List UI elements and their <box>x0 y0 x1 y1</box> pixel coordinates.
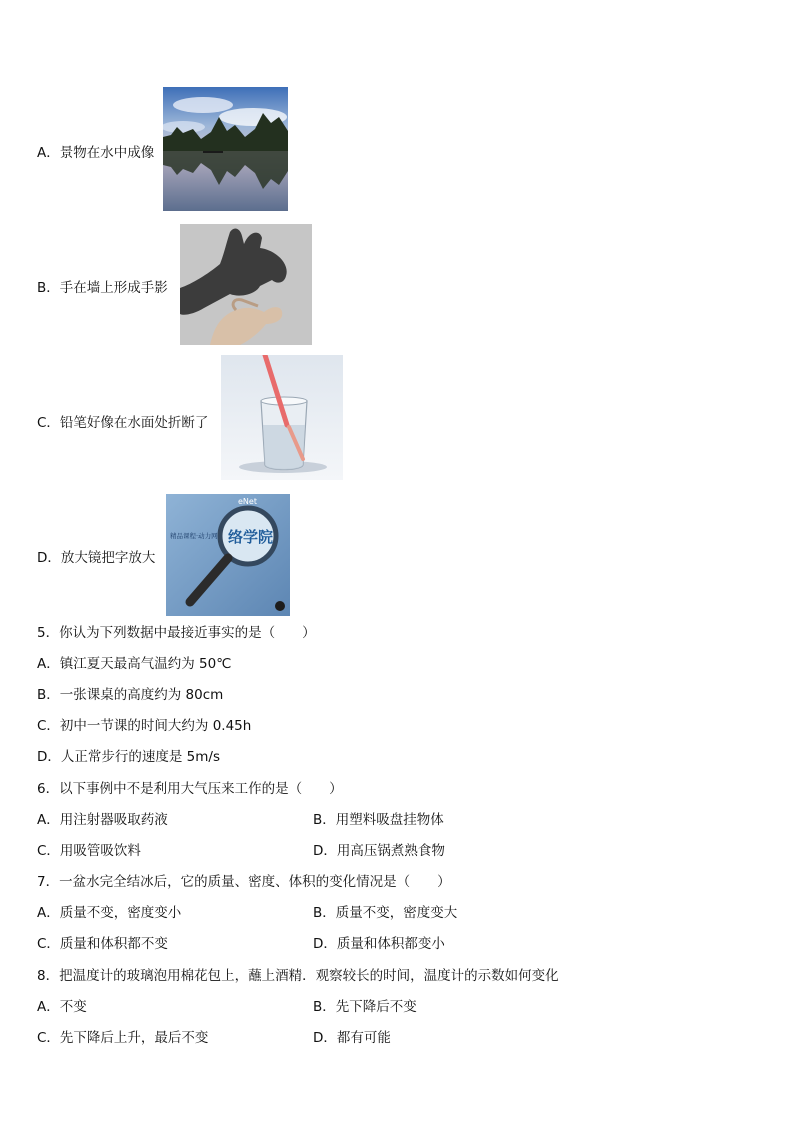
q7-stem: 7．一盆水完全结冰后，它的质量、密度、体积的变化情况是（ ） <box>37 874 451 890</box>
q5-stem: 5．你认为下列数据中最接近事实的是（ ） <box>37 625 316 641</box>
q6-option-c: C．用吸管吸饮料 <box>37 843 141 859</box>
q6-option-d: D．用高压锅煮熟食物 <box>313 843 445 859</box>
q5-option-d: D．人正常步行的速度是 5m/s <box>37 749 221 765</box>
q8-stem: 8．把温度计的玻璃泡用棉花包上，蘸上酒精．观察较长的时间，温度计的示数如何变化 <box>37 968 559 984</box>
q7-option-c: C．质量和体积都不变 <box>37 936 168 952</box>
q8-option-d: D．都有可能 <box>313 1030 391 1046</box>
q7-option-b: B．质量不变，密度变大 <box>313 905 458 921</box>
pencil-in-water-photo <box>221 355 343 480</box>
magnifier-lens-text: 络学院 <box>228 528 274 546</box>
q5-option-a: A．镇江夏天最高气温约为 50℃ <box>37 656 232 672</box>
q8-option-c: C．先下降后上升，最后不变 <box>37 1030 209 1046</box>
magnifier-side-text: 精品课程·动力网 <box>170 532 218 540</box>
q6-option-b: B．用塑料吸盘挂物体 <box>313 812 444 828</box>
q4-option-d-label: D．放大镜把字放大 <box>37 550 156 566</box>
magnifier-photo <box>166 494 290 616</box>
q7-option-d: D．质量和体积都变小 <box>313 936 445 952</box>
hand-shadow-photo <box>180 224 312 345</box>
q4-option-b-label: B．手在墙上形成手影 <box>37 280 168 296</box>
q6-stem: 6．以下事例中不是利用大气压来工作的是（ ） <box>37 781 343 797</box>
q5-option-c: C．初中一节课的时间大约为 0.45h <box>37 718 252 734</box>
q5-option-b: B．一张课桌的高度约为 80cm <box>37 687 224 703</box>
q4-option-a-label: A．景物在水中成像 <box>37 145 155 161</box>
magnifier-top-text: eNet <box>238 497 257 506</box>
q4-option-c-label: C．铅笔好像在水面处折断了 <box>37 415 209 431</box>
q6-option-a: A．用注射器吸取药液 <box>37 812 168 828</box>
q8-option-b: B．先下降后不变 <box>313 999 417 1015</box>
q7-option-a: A．质量不变，密度变小 <box>37 905 182 921</box>
q8-option-a: A．不变 <box>37 999 87 1015</box>
landscape-reflection-photo <box>163 87 288 211</box>
